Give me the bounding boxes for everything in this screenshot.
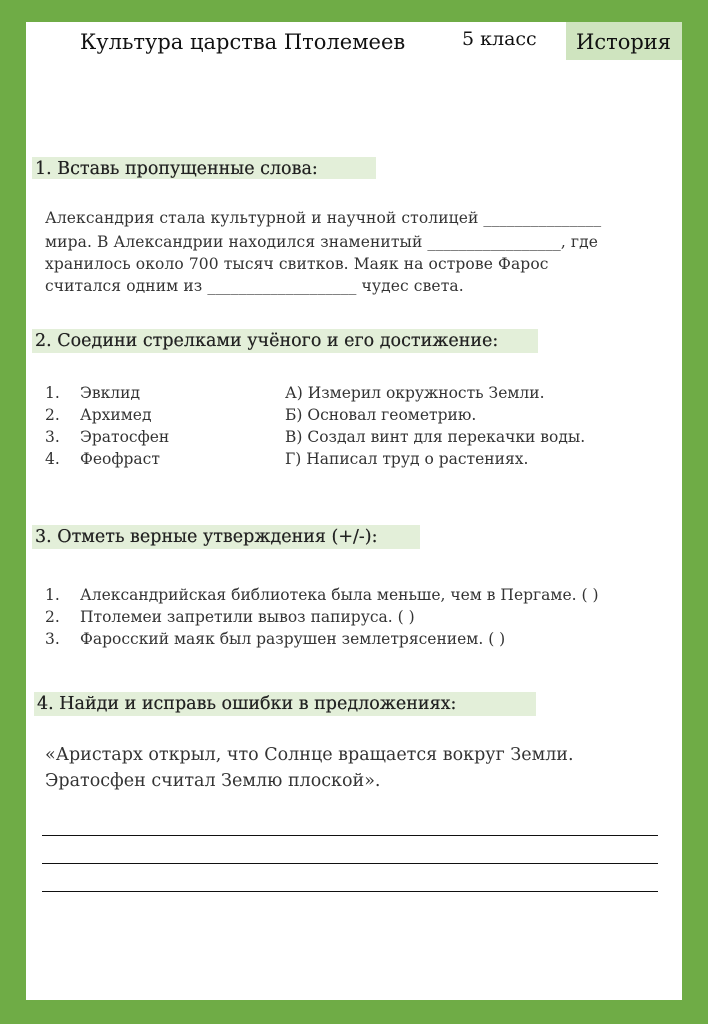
scientist-name: Феофраст — [80, 450, 160, 468]
scientist-item — [45, 382, 60, 405]
answer-line — [42, 891, 658, 892]
list-number: 3. — [45, 630, 60, 648]
scientist-item — [45, 448, 60, 471]
scientist-name: Эратосфен — [80, 428, 170, 446]
answer-line — [42, 863, 658, 864]
list-number: 2. — [45, 406, 60, 424]
statement-item: Птолемеи запретили вывоз папируса. ( ) — [80, 608, 415, 626]
scientist-name: Эвклид — [80, 384, 140, 402]
list-number: 1. — [45, 586, 60, 604]
task2-heading: 2. Соедини стрелками учёного и его достижение: — [35, 331, 499, 351]
grade-label: 5 класс — [462, 28, 537, 50]
task1-line-3: хранилось около 700 тысяч свитков. Маяк на острове Фарос — [45, 255, 549, 273]
list-number: 4. — [45, 450, 60, 468]
statement-item: Фаросский маяк был разрушен землетрясением. ( ) — [80, 630, 506, 648]
task1-line-2: мира. В Александрии находился знаменитый _________________, где — [45, 233, 599, 251]
task3-heading: 3. Отметь верные утверждения (+/-): — [35, 527, 378, 547]
answer-line — [42, 835, 658, 836]
list-number: 2. — [45, 608, 60, 626]
worksheet — [26, 22, 682, 1000]
statement-item: Александрийская библиотека была меньше, чем в Пергаме. ( ) — [80, 586, 599, 604]
achievement-item: А) Измерил окружность Земли. — [285, 384, 545, 402]
achievement-item: Г) Написал труд о растениях. — [285, 450, 529, 468]
task1-heading: 1. Вставь пропущенные слова: — [35, 159, 318, 179]
subject-label: История — [576, 30, 672, 54]
task4-heading: 4. Найди и исправь ошибки в предложениях: — [37, 694, 457, 714]
task1-line-4: считался одним из ___________________ чудес света. — [45, 277, 464, 295]
achievement-item: Б) Основал геометрию. — [285, 406, 477, 424]
scientist-item — [45, 404, 60, 427]
task4-quote-line-1: «Аристарх открыл, что Солнце вращается вокруг Земли. — [45, 745, 574, 765]
task1-line-1: Александрия стала культурной и научной столицей _______________ — [45, 209, 602, 227]
list-number: 1. — [45, 384, 60, 402]
task4-quote-line-2: Эратосфен считал Землю плоской». — [45, 771, 381, 791]
list-number: 3. — [45, 428, 60, 446]
scientist-item — [45, 426, 60, 449]
scientist-name: Архимед — [80, 406, 152, 424]
worksheet-title: Культура царства Птолемеев — [80, 30, 406, 54]
achievement-item: В) Создал винт для перекачки воды. — [285, 428, 586, 446]
